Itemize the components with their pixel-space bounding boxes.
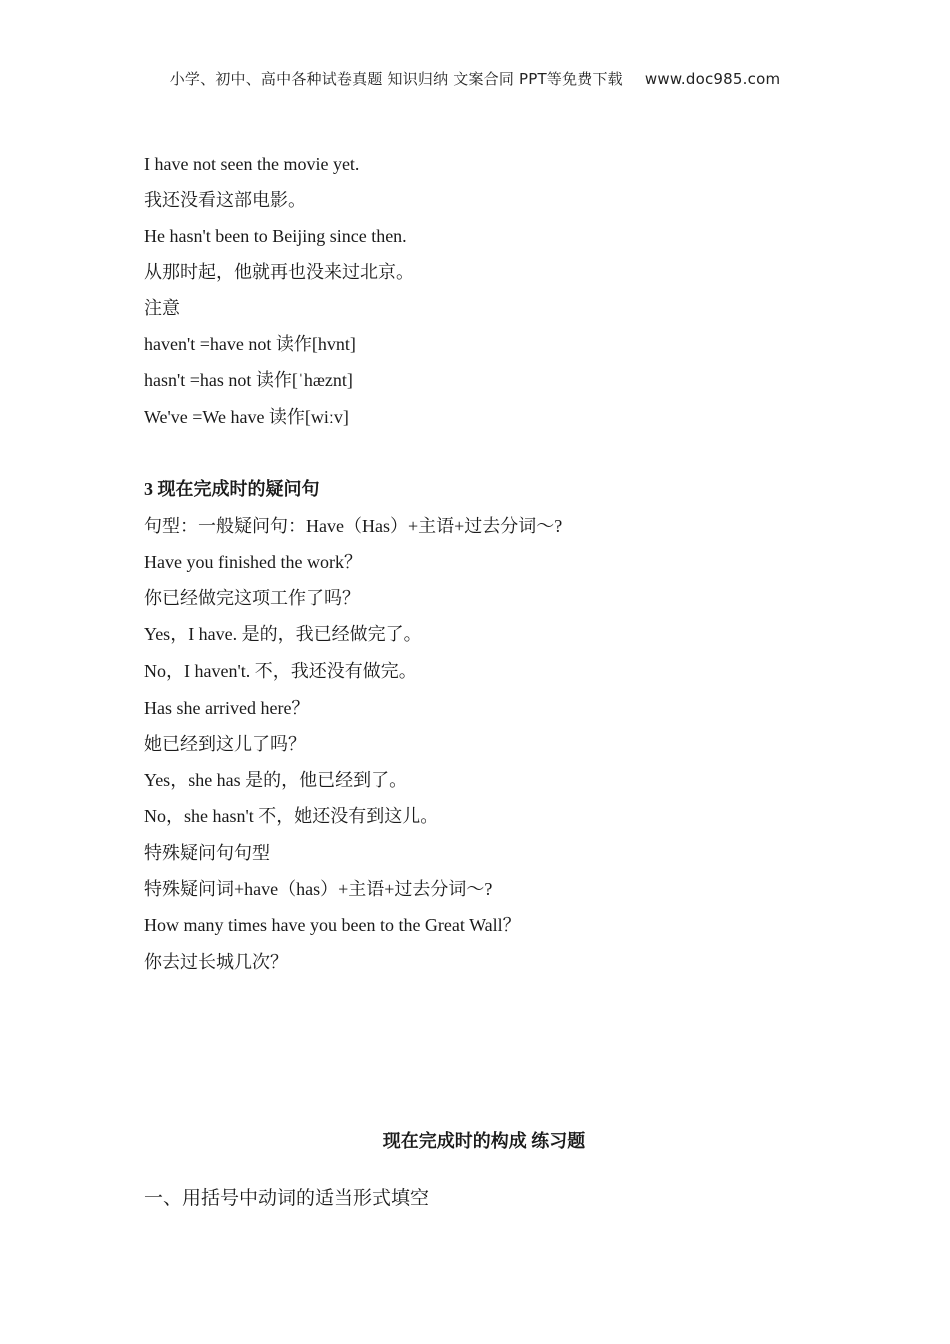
text-line: We've =We have 读作[wiːv]	[144, 407, 349, 427]
text-line: I have not seen the movie yet.	[144, 154, 360, 174]
text-line: 你已经做完这项工作了吗？	[144, 588, 360, 608]
text-line: 她已经到这儿了吗？	[144, 734, 306, 754]
text-line: 特殊疑问句句型	[144, 843, 270, 863]
header-site-link[interactable]: www.doc985.com	[644, 70, 781, 88]
text-line: Has she arrived here？	[144, 698, 310, 718]
text-line: No，I haven't. 不，我还没有做完。	[144, 661, 417, 681]
header-text: 小学、初中、高中各种试卷真题 知识归纳 文案合同 PPT等免费下载	[169, 70, 623, 88]
text-line: 你去过长城几次？	[144, 952, 288, 972]
page-header	[0, 68, 950, 89]
exercise-part-heading: 一、用括号中动词的适当形式填空	[144, 1188, 430, 1209]
text-line: hasn't =has not 读作[ˈhæznt]	[144, 370, 353, 390]
text-line: 句型：一般疑问句：Have（Has）+主语+过去分词～?	[144, 516, 563, 536]
text-line: 从那时起，他就再也没来过北京。	[144, 262, 414, 282]
text-line: No，she hasn't 不，她还没有到这儿。	[144, 806, 439, 826]
exercise-title: 现在完成时的构成 练习题	[382, 1131, 586, 1151]
text-line: Have you finished the work？	[144, 552, 362, 572]
text-line: haven't =have not 读作[hvnt]	[144, 334, 356, 354]
section-heading: 3 现在完成时的疑问句	[144, 479, 320, 499]
text-line: Yes，she has 是的，他已经到了。	[144, 770, 408, 790]
text-line: 特殊疑问词+have（has）+主语+过去分词～?	[144, 879, 493, 899]
text-line: Yes，I have. 是的，我已经做完了。	[144, 624, 422, 644]
text-line: 我还没看这部电影。	[144, 190, 306, 210]
text-line: He hasn't been to Beijing since then.	[144, 226, 407, 246]
text-line: How many times have you been to the Great Wall？	[144, 915, 521, 935]
text-line: 注意	[144, 298, 180, 318]
